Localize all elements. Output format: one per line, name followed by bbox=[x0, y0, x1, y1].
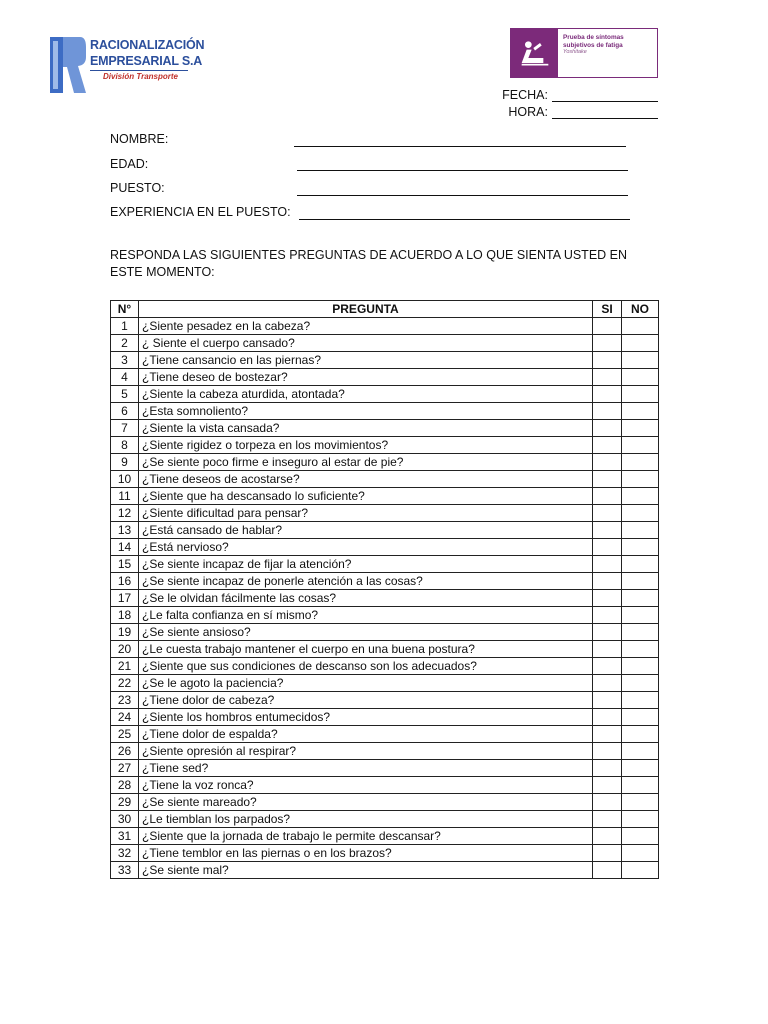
question-text: ¿Se siente mal? bbox=[139, 862, 593, 879]
question-number: 23 bbox=[111, 692, 139, 709]
table-row bbox=[111, 607, 659, 624]
question-number: 3 bbox=[111, 352, 139, 369]
table-row bbox=[111, 352, 659, 369]
table-row bbox=[111, 539, 659, 556]
answer-no-cell[interactable] bbox=[622, 573, 659, 590]
question-text: ¿Siente dificultad para pensar? bbox=[139, 505, 593, 522]
table-row bbox=[111, 726, 659, 743]
question-number: 17 bbox=[111, 590, 139, 607]
table-row bbox=[111, 573, 659, 590]
answer-no-cell[interactable] bbox=[622, 607, 659, 624]
logo-divider bbox=[90, 70, 188, 71]
answer-si-cell[interactable] bbox=[593, 828, 622, 845]
company-logo-mark-icon bbox=[50, 33, 86, 93]
answer-no-cell[interactable] bbox=[622, 777, 659, 794]
table-row bbox=[111, 743, 659, 760]
answer-no-cell[interactable] bbox=[622, 386, 659, 403]
company-name-line1: RACIONALIZACIÓN bbox=[90, 38, 205, 52]
question-text: ¿Tiene deseo de bostezar? bbox=[139, 369, 593, 386]
answer-si-cell[interactable] bbox=[593, 811, 622, 828]
question-text: ¿Tiene dolor de cabeza? bbox=[139, 692, 593, 709]
answer-no-cell[interactable] bbox=[622, 760, 659, 777]
question-number: 6 bbox=[111, 403, 139, 420]
table-row bbox=[111, 845, 659, 862]
question-text: ¿Siente que ha descansado lo suficiente? bbox=[139, 488, 593, 505]
question-text: ¿Siente la vista cansada? bbox=[139, 420, 593, 437]
question-number: 2 bbox=[111, 335, 139, 352]
question-text: ¿Está cansado de hablar? bbox=[139, 522, 593, 539]
puesto-label: PUESTO: bbox=[110, 181, 165, 195]
answer-no-cell[interactable] bbox=[622, 590, 659, 607]
question-number: 26 bbox=[111, 743, 139, 760]
question-number: 27 bbox=[111, 760, 139, 777]
answer-si-cell[interactable] bbox=[593, 556, 622, 573]
answer-si-cell[interactable] bbox=[593, 607, 622, 624]
answer-no-cell[interactable] bbox=[622, 488, 659, 505]
question-text: ¿Esta somnoliento? bbox=[139, 403, 593, 420]
question-text: ¿Siente que la jornada de trabajo le permite descansar? bbox=[139, 828, 593, 845]
answer-si-cell[interactable] bbox=[593, 658, 622, 675]
answer-no-cell[interactable] bbox=[622, 794, 659, 811]
table-row bbox=[111, 335, 659, 352]
questionnaire-table bbox=[110, 300, 659, 879]
question-text: ¿Se le agoto la paciencia? bbox=[139, 675, 593, 692]
table-row bbox=[111, 318, 659, 335]
table-row bbox=[111, 658, 659, 675]
question-number: 7 bbox=[111, 420, 139, 437]
answer-no-cell[interactable] bbox=[622, 692, 659, 709]
table-row bbox=[111, 488, 659, 505]
nombre-input-line[interactable] bbox=[294, 146, 626, 147]
answer-si-cell[interactable] bbox=[593, 420, 622, 437]
table-row bbox=[111, 760, 659, 777]
question-text: ¿Tiene la voz ronca? bbox=[139, 777, 593, 794]
question-text: ¿Se siente ansioso? bbox=[139, 624, 593, 641]
question-text: ¿Tiene sed? bbox=[139, 760, 593, 777]
table-row bbox=[111, 624, 659, 641]
answer-no-cell[interactable] bbox=[622, 471, 659, 488]
question-number: 22 bbox=[111, 675, 139, 692]
question-text: ¿Tiene deseos de acostarse? bbox=[139, 471, 593, 488]
question-number: 9 bbox=[111, 454, 139, 471]
hora-label: HORA: bbox=[508, 105, 548, 119]
answer-no-cell[interactable] bbox=[622, 743, 659, 760]
nombre-label: NOMBRE: bbox=[110, 132, 169, 146]
answer-si-cell[interactable] bbox=[593, 794, 622, 811]
question-text: ¿Le tiemblan los parpados? bbox=[139, 811, 593, 828]
question-text: ¿Tiene temblor en las piernas o en los brazos? bbox=[139, 845, 593, 862]
answer-si-cell[interactable] bbox=[593, 522, 622, 539]
fecha-label: FECHA: bbox=[502, 88, 548, 102]
question-number: 31 bbox=[111, 828, 139, 845]
table-row bbox=[111, 386, 659, 403]
edad-input-line[interactable] bbox=[297, 170, 628, 171]
badge-author: Yoshitake bbox=[563, 49, 587, 56]
answer-si-cell[interactable] bbox=[593, 369, 622, 386]
table-row bbox=[111, 828, 659, 845]
instructions-text: RESPONDA LAS SIGUIENTES PREGUNTAS DE ACUERDO A LO QUE SIENTA USTED EN ESTE MOMENTO: bbox=[110, 248, 628, 279]
fecha-row bbox=[502, 88, 658, 102]
answer-si-cell[interactable] bbox=[593, 488, 622, 505]
table-row bbox=[111, 437, 659, 454]
answer-si-cell[interactable] bbox=[593, 692, 622, 709]
company-division: División Transporte bbox=[103, 72, 178, 81]
question-text: ¿Tiene dolor de espalda? bbox=[139, 726, 593, 743]
answer-si-cell[interactable] bbox=[593, 335, 622, 352]
question-number: 32 bbox=[111, 845, 139, 862]
answer-no-cell[interactable] bbox=[622, 726, 659, 743]
table-row bbox=[111, 471, 659, 488]
answer-no-cell[interactable] bbox=[622, 539, 659, 556]
experiencia-label: EXPERIENCIA EN EL PUESTO: bbox=[110, 205, 291, 219]
answer-no-cell[interactable] bbox=[622, 811, 659, 828]
reclining-person-icon bbox=[518, 38, 552, 68]
question-number: 16 bbox=[111, 573, 139, 590]
answer-no-cell[interactable] bbox=[622, 437, 659, 454]
question-number: 13 bbox=[111, 522, 139, 539]
question-text: ¿ Siente el cuerpo cansado? bbox=[139, 335, 593, 352]
question-text: ¿Se siente poco firme e inseguro al estar de pie? bbox=[139, 454, 593, 471]
question-number: 20 bbox=[111, 641, 139, 658]
question-text: ¿Le cuesta trabajo mantener el cuerpo en una buena postura? bbox=[139, 641, 593, 658]
table-row bbox=[111, 811, 659, 828]
answer-no-cell[interactable] bbox=[622, 420, 659, 437]
table-row bbox=[111, 794, 659, 811]
answer-si-cell[interactable] bbox=[593, 539, 622, 556]
badge-icon-box bbox=[511, 29, 558, 77]
table-row bbox=[111, 454, 659, 471]
header-number: N° bbox=[111, 301, 139, 318]
answer-si-cell[interactable] bbox=[593, 862, 622, 879]
answer-si-cell[interactable] bbox=[593, 760, 622, 777]
experiencia-input-line[interactable] bbox=[299, 219, 630, 220]
answer-no-cell[interactable] bbox=[622, 862, 659, 879]
answer-no-cell[interactable] bbox=[622, 624, 659, 641]
answer-no-cell[interactable] bbox=[622, 369, 659, 386]
question-number: 28 bbox=[111, 777, 139, 794]
answer-si-cell[interactable] bbox=[593, 573, 622, 590]
company-name-line2: EMPRESARIAL S.A bbox=[90, 54, 203, 68]
answer-no-cell[interactable] bbox=[622, 522, 659, 539]
question-text: ¿Siente pesadez en la cabeza? bbox=[139, 318, 593, 335]
answer-no-cell[interactable] bbox=[622, 641, 659, 658]
answer-si-cell[interactable] bbox=[593, 437, 622, 454]
answer-si-cell[interactable] bbox=[593, 318, 622, 335]
answer-no-cell[interactable] bbox=[622, 556, 659, 573]
question-text: ¿Siente opresión al respirar? bbox=[139, 743, 593, 760]
answer-no-cell[interactable] bbox=[622, 403, 659, 420]
question-number: 8 bbox=[111, 437, 139, 454]
puesto-input-line[interactable] bbox=[297, 195, 628, 196]
question-text: ¿Le falta confianza en sí mismo? bbox=[139, 607, 593, 624]
answer-si-cell[interactable] bbox=[593, 709, 622, 726]
company-logo bbox=[50, 33, 205, 95]
answer-si-cell[interactable] bbox=[593, 505, 622, 522]
test-badge-logo bbox=[510, 28, 658, 78]
question-number: 25 bbox=[111, 726, 139, 743]
answer-si-cell[interactable] bbox=[593, 641, 622, 658]
question-number: 15 bbox=[111, 556, 139, 573]
question-number: 10 bbox=[111, 471, 139, 488]
question-number: 24 bbox=[111, 709, 139, 726]
hora-row bbox=[508, 105, 658, 119]
question-number: 19 bbox=[111, 624, 139, 641]
question-text: ¿Se le olvidan fácilmente las cosas? bbox=[139, 590, 593, 607]
answer-si-cell[interactable] bbox=[593, 352, 622, 369]
badge-title-line1: Prueba de síntomas bbox=[563, 34, 624, 41]
question-number: 21 bbox=[111, 658, 139, 675]
fecha-input-line[interactable] bbox=[552, 90, 658, 102]
question-text: ¿Tiene cansancio en las piernas? bbox=[139, 352, 593, 369]
hora-input-line[interactable] bbox=[552, 107, 658, 119]
table-row bbox=[111, 522, 659, 539]
question-number: 14 bbox=[111, 539, 139, 556]
table-row bbox=[111, 590, 659, 607]
question-number: 30 bbox=[111, 811, 139, 828]
answer-no-cell[interactable] bbox=[622, 454, 659, 471]
answer-si-cell[interactable] bbox=[593, 403, 622, 420]
question-number: 18 bbox=[111, 607, 139, 624]
questionnaire-body bbox=[111, 318, 659, 879]
question-text: ¿Siente que sus condiciones de descanso son los adecuados? bbox=[139, 658, 593, 675]
question-number: 12 bbox=[111, 505, 139, 522]
question-number: 1 bbox=[111, 318, 139, 335]
table-row bbox=[111, 369, 659, 386]
table-row bbox=[111, 420, 659, 437]
answer-si-cell[interactable] bbox=[593, 675, 622, 692]
table-row bbox=[111, 862, 659, 879]
table-row bbox=[111, 556, 659, 573]
question-number: 4 bbox=[111, 369, 139, 386]
question-text: ¿Se siente incapaz de fijar la atención? bbox=[139, 556, 593, 573]
answer-no-cell[interactable] bbox=[622, 335, 659, 352]
answer-no-cell[interactable] bbox=[622, 845, 659, 862]
answer-no-cell[interactable] bbox=[622, 318, 659, 335]
answer-si-cell[interactable] bbox=[593, 454, 622, 471]
table-row bbox=[111, 403, 659, 420]
question-text: ¿Se siente mareado? bbox=[139, 794, 593, 811]
answer-si-cell[interactable] bbox=[593, 777, 622, 794]
answer-no-cell[interactable] bbox=[622, 505, 659, 522]
question-number: 33 bbox=[111, 862, 139, 879]
table-row bbox=[111, 641, 659, 658]
question-text: ¿Siente los hombros entumecidos? bbox=[139, 709, 593, 726]
answer-si-cell[interactable] bbox=[593, 624, 622, 641]
question-number: 11 bbox=[111, 488, 139, 505]
header-si: SI bbox=[593, 301, 622, 318]
header-question: PREGUNTA bbox=[139, 301, 593, 318]
answer-no-cell[interactable] bbox=[622, 658, 659, 675]
answer-si-cell[interactable] bbox=[593, 845, 622, 862]
table-header-row bbox=[111, 301, 659, 318]
badge-title-line2: subjetivos de fatiga bbox=[563, 41, 623, 49]
question-text: ¿Siente rigidez o torpeza en los movimientos? bbox=[139, 437, 593, 454]
answer-si-cell[interactable] bbox=[593, 386, 622, 403]
question-text: ¿Siente la cabeza aturdida, atontada? bbox=[139, 386, 593, 403]
answer-si-cell[interactable] bbox=[593, 590, 622, 607]
question-text: ¿Está nervioso? bbox=[139, 539, 593, 556]
answer-si-cell[interactable] bbox=[593, 743, 622, 760]
edad-label: EDAD: bbox=[110, 157, 149, 171]
header-no: NO bbox=[622, 301, 659, 318]
answer-no-cell[interactable] bbox=[622, 675, 659, 692]
answer-si-cell[interactable] bbox=[593, 726, 622, 743]
table-row bbox=[111, 777, 659, 794]
table-row bbox=[111, 692, 659, 709]
question-text: ¿Se siente incapaz de ponerle atención a las cosas? bbox=[139, 573, 593, 590]
answer-si-cell[interactable] bbox=[593, 471, 622, 488]
question-number: 5 bbox=[111, 386, 139, 403]
table-row bbox=[111, 709, 659, 726]
answer-no-cell[interactable] bbox=[622, 828, 659, 845]
table-row bbox=[111, 505, 659, 522]
table-row bbox=[111, 675, 659, 692]
answer-no-cell[interactable] bbox=[622, 352, 659, 369]
question-number: 29 bbox=[111, 794, 139, 811]
answer-no-cell[interactable] bbox=[622, 709, 659, 726]
